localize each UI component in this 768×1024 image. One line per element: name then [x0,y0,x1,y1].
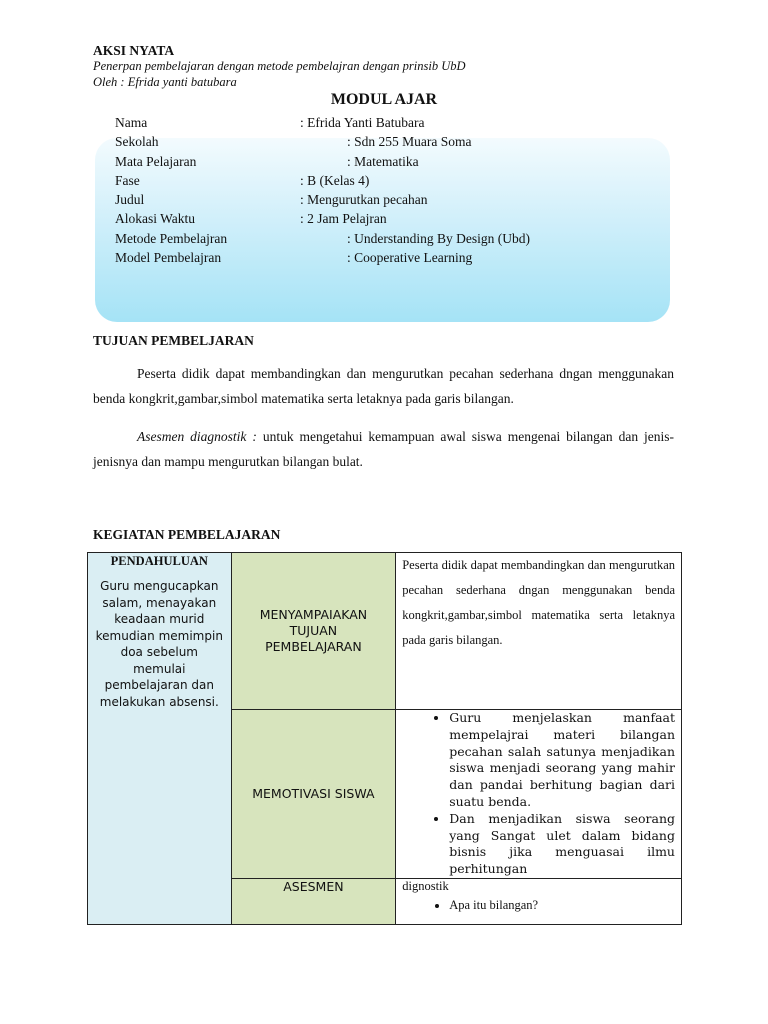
motivasi-text-cell [396,710,682,879]
tujuan-paragraph-text: Peserta didik dapat membandingkan dan mengurutkan pecahan sederhana dngan menggunakan benda kongkrit,gambar,simbol matematika serta letaknya pada garis bilangan. [93,366,674,406]
identity-label-fase: Fase [115,173,140,188]
motivasi-label: MEMOTIVASI SISWA [252,785,375,801]
header-author: Oleh : Efrida yanti batubara [93,75,237,89]
tujuan-label: MENYAMPAIAKAN TUJUAN PEMBELAJARAN [259,607,368,654]
tujuan-label-cell [231,553,396,710]
identity-label-judul: Judul [115,192,145,207]
asesmen-intro: dignostik [402,878,449,893]
identity-value-metode: : Understanding By Design (Ubd) [347,231,530,246]
pendahuluan-title: PENDAHULUAN [110,554,208,568]
identity-value-fase: : B (Kelas 4) [300,173,370,188]
identity-label-model: Model Pembelajran [115,250,222,265]
list-item: • Dan menjadikan siswa seorang yang Sangat ulet dalam bidang bisnis jika menguasai ilmu perhitungan [449,811,675,878]
tujuan-text-cell [396,553,682,710]
motivasi-label-cell [231,710,396,879]
identity-value-nama: : Efrida Yanti Batubara [300,115,425,130]
pendahuluan-cell [88,553,232,925]
asesmen-label-cell [231,878,396,924]
identity-value-judul: : Mengurutkan pecahan [300,192,428,207]
list-item: • Apa itu bilangan? [449,898,675,913]
header-subtitle: Penerpan pembelajaran dengan metode pembelajran dengan prinsib UbD [93,59,466,73]
tujuan-heading: TUJUAN PEMBELJARAN [93,333,254,348]
modul-title: MODUL AJAR [330,91,438,108]
kegiatan-heading: KEGIATAN PEMBELAJARAN [93,527,281,542]
list-item: • Guru menjelaskan manfaat mempelajrai materi bilangan pecahan salah satunya menjadikan siswa menjadi seorang yang mahir dan pandai berhitung bagian dari suatu benda. [449,710,675,811]
identity-label-mapel: Mata Pelajaran [115,154,197,169]
identity-value-alokasi: : 2 Jam Pelajran [300,211,387,226]
table-row [88,553,682,710]
pendahuluan-body: Guru mengucapkan salam, menayakan keadaan murid kemudian memimpin doa sebelum memulai pembelajaran dan melakukan absensi. [95,579,223,709]
asesmen-label-cell-text: ASESMEN [283,878,344,894]
kegiatan-table [87,552,682,925]
asesmen-paragraph [93,424,674,474]
header-title: AKSI NYATA [93,43,175,58]
asesmen-list [396,898,681,913]
identity-value-sekolah: : Sdn 255 Muara Soma [347,134,472,149]
asesmen-text-cell [396,878,682,924]
tujuan-paragraph [93,361,674,411]
asesmen-text: untuk mengetahui kemampuan awal siswa mengenai bilangan dan jenis-jenisnya dan mampu mengurutkan bilangan bulat. [93,429,675,469]
identity-value-model: : Cooperative Learning [347,250,473,265]
identity-label-nama: Nama [115,115,148,130]
asesmen-label: Asesmen diagnostik : [137,429,257,444]
identity-label-sekolah: Sekolah [115,134,159,149]
identity-label-metode: Metode Pembelajran [115,231,228,246]
motivasi-list [396,710,681,878]
identity-value-mapel: : Matematika [347,154,419,169]
identity-label-alokasi: Alokasi Waktu [115,211,196,226]
tujuan-cell-text: Peserta didik dapat membandingkan dan mengurutkan pecahan sederhana dngan menggunakan benda kongkrit,gambar,simbol matematika serta letaknya pada garis bilangan. [402,558,675,647]
